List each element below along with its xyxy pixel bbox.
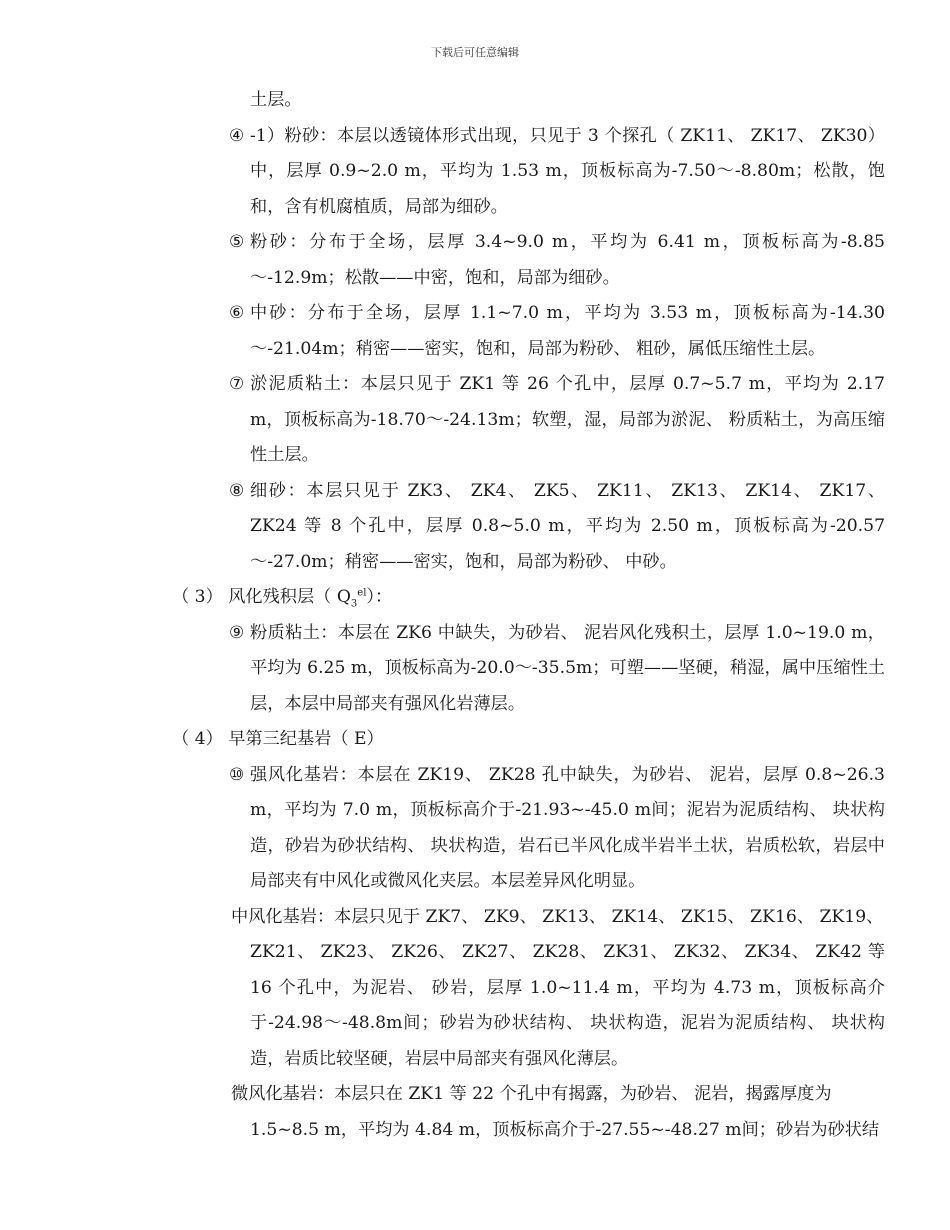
layer-text: 淤泥质粘土：本层只见于 ZK1 等 26 个孔中，层厚 0.7~5.7 m，平均为 2.17 m，顶板标高为-18.70～-24.13m；软塑，湿，局部为淤泥、 粉质粘土，为高压缩性土层。 (250, 374, 885, 465)
layer-9-silty-clay (229, 616, 885, 723)
layer-text: 细砂：本层只见于 ZK3、 ZK4、 ZK5、 ZK11、 ZK13、 ZK14、 ZK17、 ZK24 等 8 个孔中，层厚 0.8~5.0 m，平均为 2.50 m，顶板标高为-20.57～-27.0m；稍密——密实，饱和，局部为粉砂、 中砂。 (250, 480, 885, 572)
subscript: 3 (350, 598, 358, 610)
paragraph-body: 1.5~8.5 m，平均为 4.84 m，顶板标高介于-27.55~-48.27 m间；砂岩为砂状结 (250, 1119, 880, 1140)
moderately-weathered-bedrock (231, 900, 885, 1078)
layer-marker: ⑨ (229, 622, 245, 643)
layer-6-medium-sand (229, 296, 885, 367)
layer-text: -1）粉砂：本层以透镜体形式出现，只见于 3 个探孔（ ZK11、 ZK17、 ZK30）中，层厚 0.9~2.0 m，平均为 1.53 m，顶板标高为-7.50～-8.80m；松散，饱和，含有机腐植质，局部为细砂。 (250, 125, 885, 217)
paragraph-first-line: 中风化基岩：本层只见于 ZK7、 ZK9、 ZK13、 ZK14、 ZK15、 ZK16、 ZK19、 (231, 906, 884, 927)
layer-text: 粉质粘土：本层在 ZK6 中缺失，为砂岩、 泥岩风化残积土，层厚 1.0~19.0 m，平均为 6.25 m，顶板标高为-20.0～-35.5m；可塑——坚硬，稍湿，属中压缩性土层，本层中局部夹有强风化岩薄层。 (250, 622, 885, 714)
section-heading-bedrock: （ 4） 早第三纪基岩（ E） (172, 729, 384, 749)
layer-text: 强风化基岩：本层在 ZK19、 ZK28 孔中缺失，为砂岩、 泥岩，层厚 0.8~26.3 m，平均为 7.0 m，顶板标高介于-21.93~-45.0 m间；泥岩为泥质结构、 块状构造，砂岩为砂状结构、 块状构造，岩石已半风化成半岩半土状，岩质松软，岩层中局部夹有中风化或微风化夹层。本层差异风化明显。 (250, 764, 885, 891)
watermark-header: 下载后可任意编辑 (431, 46, 519, 59)
layer-10-strongly-weathered (229, 758, 885, 900)
layer-8-fine-sand (229, 474, 885, 581)
document-body (0, 83, 950, 1148)
layer-7-muddy-clay (229, 367, 885, 474)
layer-text: 粉砂：分布于全场，层厚 3.4~9.0 m，平均为 6.41 m，顶板标高为-8.85～-12.9m；松散——中密，饱和，局部为细砂。 (250, 232, 885, 288)
slightly-weathered-bedrock (231, 1077, 885, 1148)
layer-marker: ⑩ (229, 764, 245, 785)
layer-marker: ⑧ (229, 480, 245, 501)
superscript: el (357, 587, 367, 599)
section-heading-residual-layer: （ 3） 风化残积层（ $Q_3^{el}$）： (172, 587, 393, 610)
layer-marker: ⑦ (229, 374, 245, 394)
paragraph-body: ZK21、 ZK23、 ZK26、 ZK27、 ZK28、 ZK31、 ZK32、 ZK34、 ZK42 等 16 个孔中，为泥岩、 砂岩，层厚 1.0~11.4 m，平均为 4.73 m，顶板标高介于-24.98～-48.8m间；砂岩为砂状结构、 块状构造，泥岩为泥质结构、 块状构造，岩质比较坚硬，岩层中局部夹有强风化薄层。 (250, 942, 885, 1069)
paragraph-continuation: 土层。 (250, 90, 302, 110)
layer-marker: ⑤ (229, 232, 245, 252)
paragraph-first-line: 微风化基岩：本层只在 ZK1 等 22 个孔中有揭露，为砂岩、 泥岩，揭露厚度为 (231, 1084, 832, 1104)
layer-5-silt (229, 225, 885, 296)
layer-4-1-silt (229, 119, 885, 226)
layer-text: 中砂：分布于全场，层厚 1.1~7.0 m，平均为 3.53 m，顶板标高为-14.30～-21.04m；稍密——密实，饱和，局部为粉砂、 粗砂，属低压缩性土层。 (250, 303, 885, 359)
layer-marker: ⑥ (229, 303, 245, 323)
layer-marker: ④ (229, 125, 245, 146)
